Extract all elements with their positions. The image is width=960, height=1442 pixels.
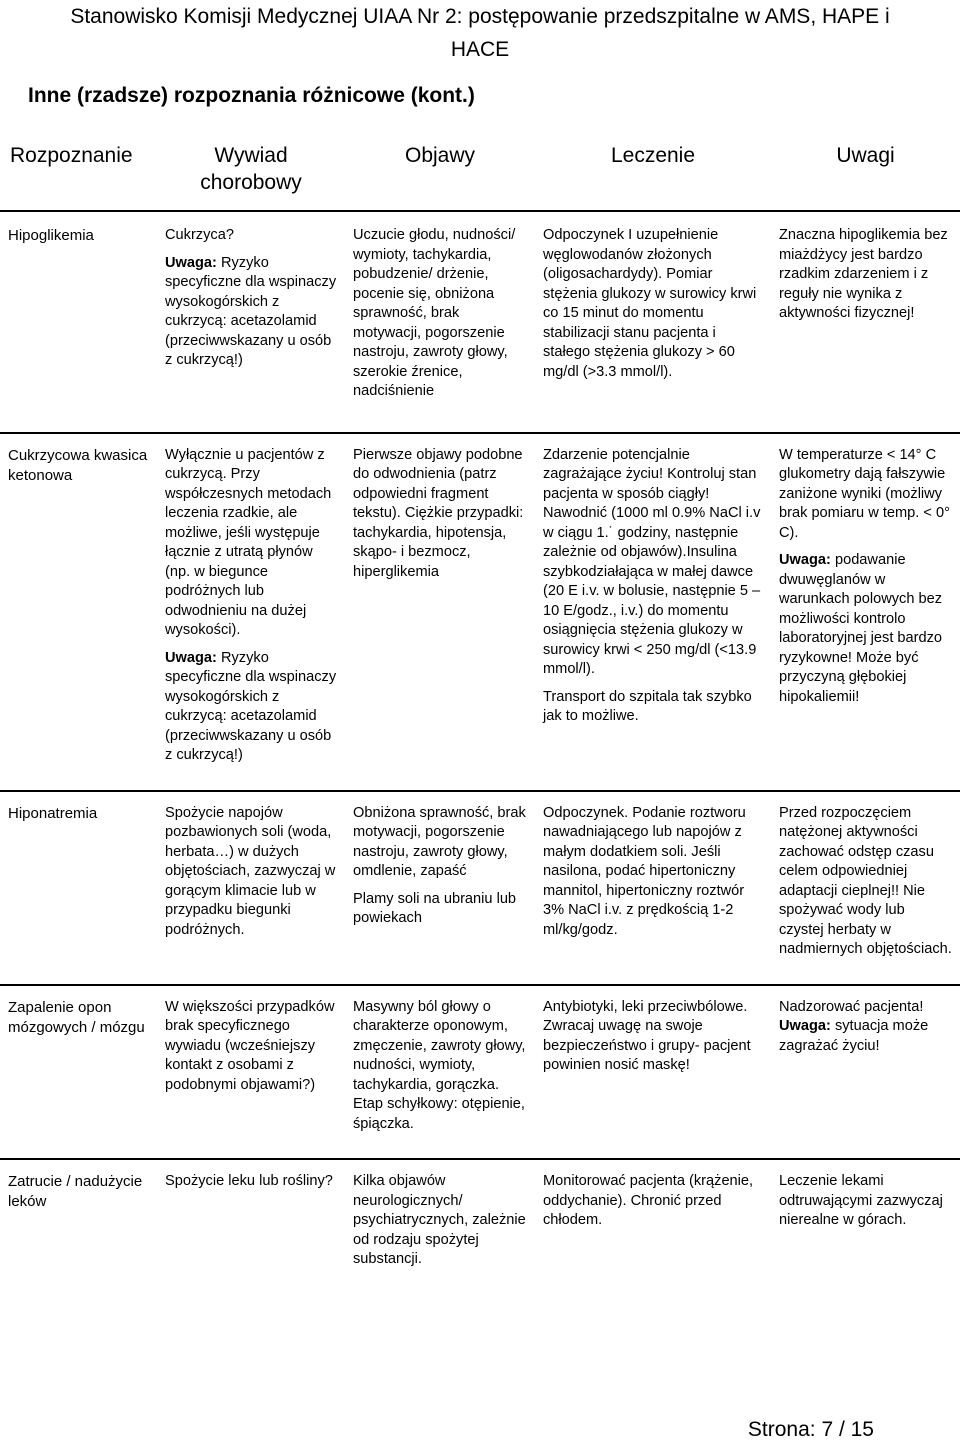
cell-treatment: Odpoczynek I uzupełnienie węglowodanów złożonych (oligosachardydy). Pomiar stężenia glukozy w surowicy krwi co 15 minut do momentu stabilizacji stanu pacjenta i stałego stężenia glukozy > 60 mg/dl (>3.3 mmol/l). [535, 211, 771, 433]
warning-label: Uwaga: [779, 552, 831, 568]
document-header [0, 0, 960, 66]
cell-notes: Przed rozpoczęciem natężonej aktywności zachować odstęp czasu celem odpowiedniej adaptacji cieplnej!! Nie spożywać wody lub czystej herbaty w nadmiernych objętościach. [771, 791, 960, 985]
header-symptoms: Objawy [345, 134, 535, 211]
warning-text: podawanie dwuwęglanów w warunkach polowych bez możliwości kontrolo laboratoryjnej jest bardzo ryzykowne! Może być przyczyną głębokiej hipokaliemii! [779, 552, 943, 705]
cell-history: Spożycie napojów pozbawionych soli (woda, herbata…) w dużych objętościach, zazwyczaj w gorącym klimacie lub w przypadku biegunki podróżnych. [157, 791, 345, 985]
cell-treatment: Monitorować pacjenta (krążenie, oddychanie). Chronić przed chłodem. [543, 1173, 754, 1228]
cell-history: W większości przypadków brak specyficznego wywiadu (wcześniejszy kontakt z osobami z podobnymi objawami?) [157, 985, 345, 1160]
cell-notes: Znaczna hipoglikemia bez miażdżycy jest bardzo rzadkim zdarzeniem i z reguły nie wynika z aktywności fizycznej! [771, 211, 960, 433]
header-line-1: Stanowisko Komisji Medycznej UIAA Nr 2: postępowanie przedszpitalne w AMS, HAPE i [70, 5, 890, 28]
cell-diagnosis: Zapalenie opon mózgowych / mózgu [0, 985, 157, 1160]
cell-symptoms: Uczucie głodu, nudności/ wymioty, tachykardia, pobudzenie/ drżenie, pocenie się, obniżona sprawność, brak motywacji, pogorszenie nastroju, zawroty głowy, szerokie źrenice, nadciśnienie [345, 211, 535, 433]
history-warning [165, 649, 337, 766]
header-line-2: HACE [450, 38, 510, 61]
table-row [0, 985, 960, 1160]
cell-notes: Leczenie lekami odtruwającymi zazwyczaj nierealne w górach. [779, 1173, 943, 1228]
notes-warning [779, 551, 952, 707]
warning-text: Ryzyko specyficzne dla wspinaczy wysokogórskich z cukrzycą: acetazolamid (przeciwwskazany u osób z cukrzycą!) [165, 649, 337, 763]
table-header-row [0, 134, 960, 211]
page-heading: Inne (rzadsze) rozpoznania różnicowe (kont.) [28, 84, 475, 107]
cell-diagnosis: Zatrucie / nadużycie leków [8, 1173, 143, 1210]
header-diagnosis: Rozpoznanie [0, 134, 157, 211]
cell-symptoms: Pierwsze objawy podobne do odwodnienia (patrz odpowiedni fragment tekstu). Ciężkie przypadki: tachykardia, hipotensja, skąpo- i bezmocz, hiperglikemia [345, 433, 535, 791]
table-row [0, 211, 960, 433]
cell-diagnosis: Cukrzycowa kwasica ketonowa [0, 433, 157, 791]
treatment-transport: Transport do szpitala tak szybko jak to możliwe. [543, 688, 752, 724]
header-notes: Uwagi [771, 134, 960, 211]
notes-text: Nadzorować pacjenta! [779, 998, 924, 1015]
header-treatment: Leczenie [535, 134, 771, 211]
warning-label: Uwaga: [779, 1018, 831, 1034]
cell-diagnosis: Hipoglikemia [0, 211, 157, 433]
table-row [0, 791, 960, 985]
differential-diagnosis-table [0, 134, 960, 1294]
cell-symptoms: Masywny ból głowy o charakterze oponowym, zmęczenie, zawroty głowy, nudności, wymioty, tachykardia, gorączka. Etap schyłkowy: otępienie, śpiączka. [345, 985, 535, 1160]
cell-history: Spożycie leku lub rośliny? [165, 1173, 333, 1189]
cell-symptoms [345, 791, 535, 985]
cell-treatment: Odpoczynek. Podanie roztworu nawadniającego lub napojów z małym dodatkiem soli. Jeśli nasilona, podać hipertoniczny mannitol, hipertoniczny roztwór 3% NaCl i.v. z prędkością 1-2 ml/kg/godz. [535, 791, 771, 985]
notes-text: W temperaturze < 14° C glukometry dają fałszywie zaniżone wyniki (możliwy brak pomiaru w temp. < 0° C). [779, 446, 950, 541]
warning-label: Uwaga: [165, 254, 217, 271]
cell-diagnosis: Hiponatremia [0, 791, 157, 985]
table-row [0, 1159, 960, 1294]
history-text: Cukrzyca? [165, 227, 234, 243]
warning-text: Ryzyko specyficzne dla wspinaczy wysokogórskich z cukrzycą: acetazolamid (przeciwwskazany u osób z cukrzycą!) [165, 254, 337, 368]
warning-label: Uwaga: [165, 649, 217, 666]
cell-symptoms: Kilka objawów neurologicznych/ psychiatrycznych, zależnie od rodzaju spożytej substancji. [353, 1173, 526, 1267]
history-text: Wyłącznie u pacjentów z cukrzycą. Przy współczesnych metodach leczenia rzadkie, ale możliwe, jeśli występuje łącznie z utratą płynów (np. w biegunce podróżnych lub odwodnieniu na dużej wysokości). [165, 446, 332, 638]
page-number: Strona: 7 / 15 [747, 1418, 874, 1441]
cell-treatment: Antybiotyki, leki przeciwbólowe. Zwracaj uwagę na swoje bezpieczeństwo i grupy- pacjent powinien nosić maskę! [535, 985, 771, 1160]
cell-notes [771, 985, 960, 1160]
notes-warning [779, 1018, 928, 1054]
header-history: Wywiad chorobowy [157, 134, 345, 211]
cell-history [157, 211, 345, 433]
symptoms-text: Obniżona sprawność, brak motywacji, pogorszenie nastroju, zawroty głowy, omdlenie, zapaść [353, 804, 526, 879]
symptoms-salt: Plamy soli na ubraniu lub powiekach [353, 890, 517, 926]
history-warning [165, 254, 337, 371]
cell-notes [771, 433, 960, 791]
table-row [0, 433, 960, 791]
cell-treatment [535, 433, 771, 791]
cell-history [157, 433, 345, 791]
warning-text: sytuacja może zagrażać życiu! [779, 1018, 929, 1054]
treatment-text: Zdarzenie potencjalnie zagrażające życiu! Kontroluj stan pacjenta w sposób ciągły! Nawodnić (1000 ml 0.9% NaCl i.v w ciągu 1.˙ godziny, następnie zależnie od objawów).Insulina szybkodziałająca w małej dawce (20 E i.v. w bolusie, następnie 5 – 10 E/godz., i.v.) do momentu osiągnięcia stężenia glukozy w surowicy krwi < 250 mg/dl (<13.9 mmol/l). [543, 446, 761, 677]
